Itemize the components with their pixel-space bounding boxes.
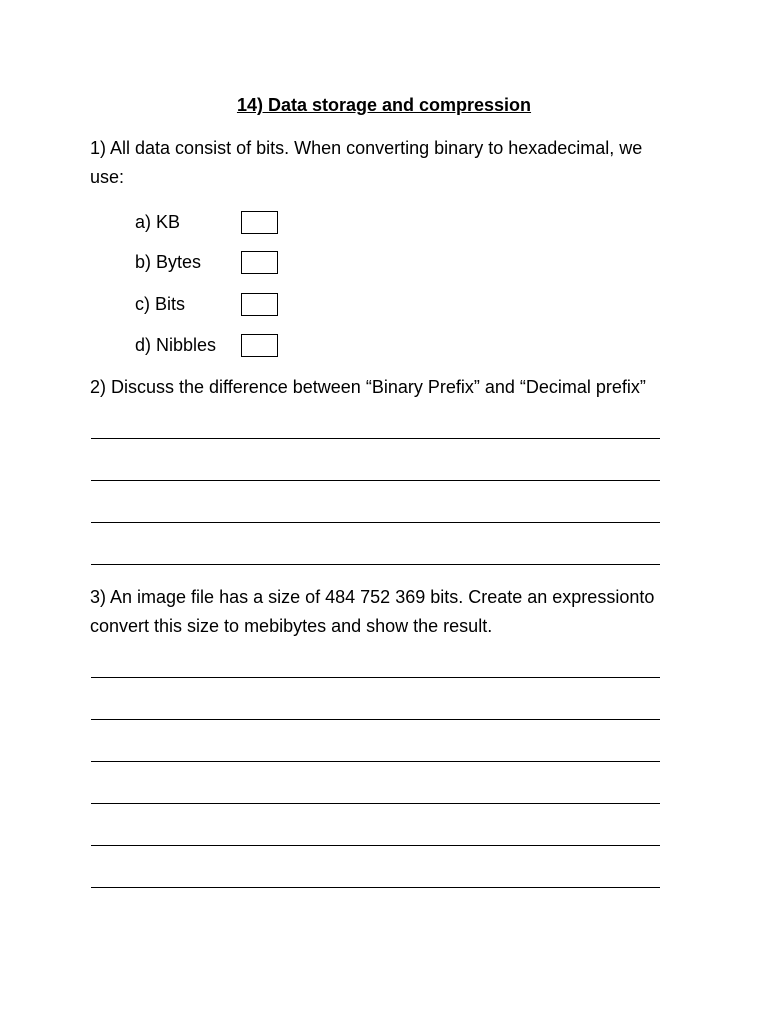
- option-a-checkbox[interactable]: [241, 211, 278, 234]
- q3-answer-line-2[interactable]: [91, 719, 660, 720]
- q3-answer-line-4[interactable]: [91, 803, 660, 804]
- question-2-text: 2) Discuss the difference between “Binary Prefix” and “Decimal prefix”: [90, 377, 646, 397]
- page-title: 14) Data storage and compression: [236, 95, 532, 115]
- q3-answer-line-3[interactable]: [91, 761, 660, 762]
- q3-answer-line-6[interactable]: [91, 887, 660, 888]
- q2-answer-line-4[interactable]: [91, 564, 660, 565]
- q2-answer-line-2[interactable]: [91, 480, 660, 481]
- option-d: [135, 332, 335, 358]
- option-c-label: c) Bits: [135, 294, 186, 314]
- question-3-text: 3) An image file has a size of 484 752 369 bits. Create an expressionto convert this size to mebibytes and show the result.: [90, 587, 655, 636]
- option-a: [135, 209, 335, 235]
- option-b: [135, 249, 335, 275]
- option-d-label: d) Nibbles: [135, 335, 217, 355]
- option-b-checkbox[interactable]: [241, 251, 278, 274]
- q3-answer-line-5[interactable]: [91, 845, 660, 846]
- option-c-checkbox[interactable]: [241, 293, 278, 316]
- option-d-checkbox[interactable]: [241, 334, 278, 357]
- q2-answer-line-1[interactable]: [91, 438, 660, 439]
- q2-answer-line-3[interactable]: [91, 522, 660, 523]
- option-c: [135, 291, 335, 317]
- option-a-label: a) KB: [135, 212, 181, 232]
- question-1-text: 1) All data consist of bits. When converting binary to hexadecimal, we use:: [90, 138, 643, 187]
- option-b-label: b) Bytes: [135, 252, 202, 272]
- q3-answer-line-1[interactable]: [91, 677, 660, 678]
